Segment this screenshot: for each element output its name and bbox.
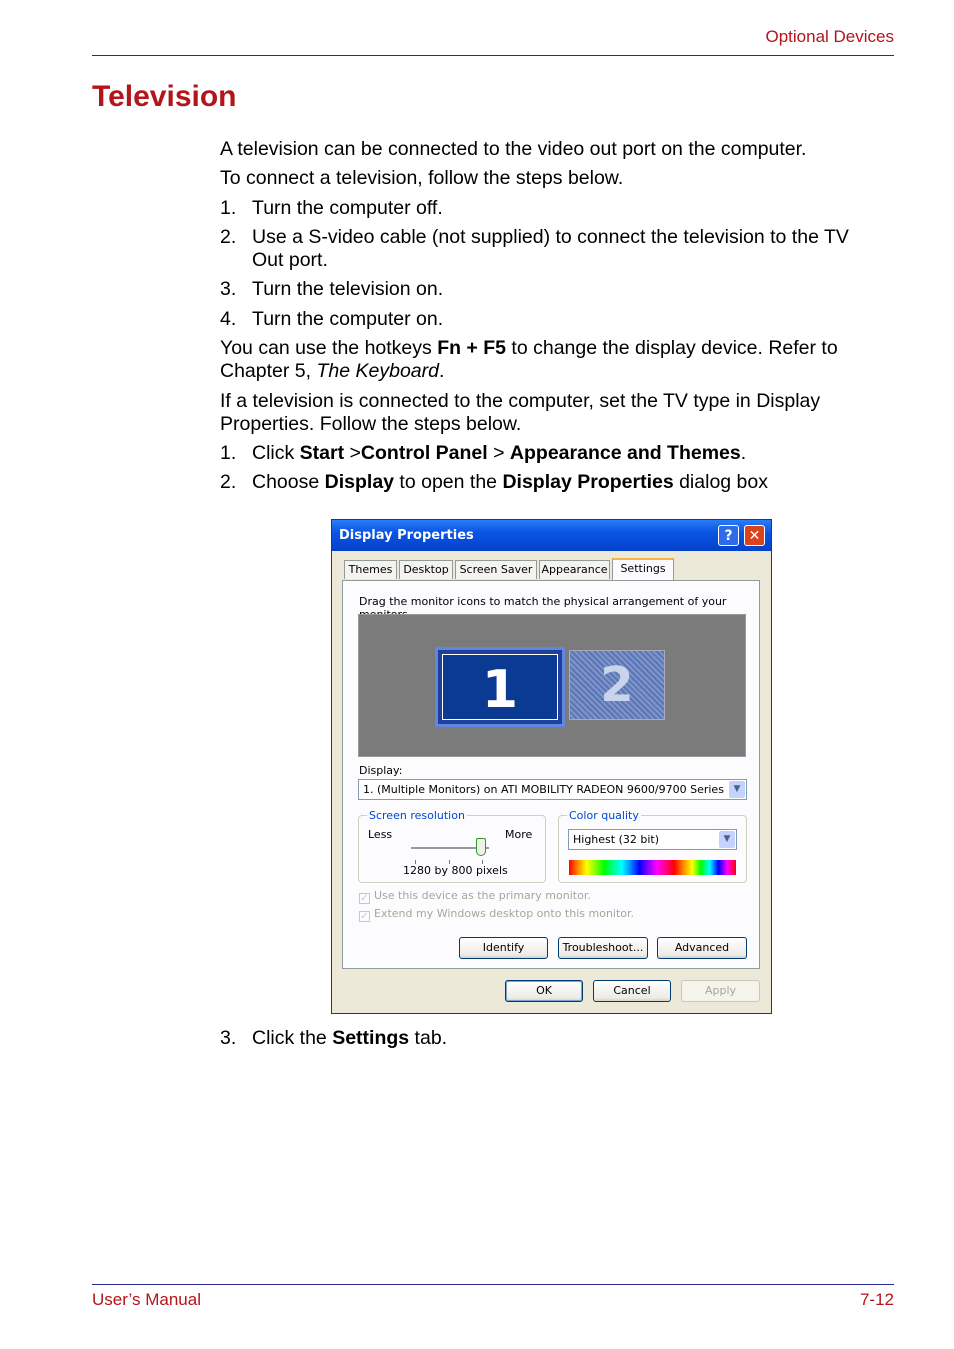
chevron-down-icon[interactable]: ▼: [729, 781, 745, 798]
tab-appearance[interactable]: Appearance: [539, 560, 610, 579]
resolution-value: 1280 by 800 pixels: [403, 864, 508, 877]
instruction-text: Drag the monitor icons to match the physical arrangement of your: [359, 595, 727, 608]
page-number: 7-12: [859, 1290, 894, 1309]
footer-left: User’s Manual: [92, 1290, 201, 1309]
display-label: Display:: [359, 764, 403, 777]
intro-paragraph: To connect a television, follow the steps below.: [220, 167, 624, 189]
header-rule: [92, 55, 894, 56]
dialog-title: Display Properties: [339, 528, 474, 543]
apply-button[interactable]: Apply: [681, 980, 760, 1002]
intro-paragraph: A television can be connected to the video out port on the computer.: [220, 138, 807, 160]
hotkey-paragraph: You can use the hotkeys Fn + F5 to change the display device. Refer to Chapter 5, The Keyboard.: [220, 337, 838, 382]
screen-resolution-group: Screen resolution Less More 1280 by 800 pixels: [358, 815, 546, 883]
dialog-titlebar[interactable]: [332, 520, 771, 551]
cancel-button[interactable]: Cancel: [593, 980, 671, 1002]
help-icon[interactable]: ?: [718, 525, 739, 546]
close-icon[interactable]: ✕: [744, 525, 765, 546]
tab-settings[interactable]: Settings: [612, 558, 674, 581]
tab-themes[interactable]: Themes: [344, 560, 397, 579]
tv-paragraph: If a television is connected to the computer, set the TV type in Display Properties. Follow the steps below.: [220, 390, 821, 435]
settings-panel: [342, 580, 760, 969]
ok-button[interactable]: OK: [505, 980, 583, 1002]
identify-button[interactable]: Identify: [459, 937, 548, 959]
extend-desktop-checkbox[interactable]: ✓ Extend my Windows desktop onto this monitor.: [360, 907, 635, 922]
monitor-arrangement-area[interactable]: [358, 614, 746, 757]
advanced-button[interactable]: Advanced: [657, 937, 747, 959]
color-quality-group: Color quality Highest (32 bit) ▼: [558, 815, 747, 883]
color-spectrum-bar: [569, 860, 736, 875]
footer-rule: [92, 1284, 894, 1285]
monitor-2-icon[interactable]: 2: [569, 650, 665, 720]
page-title: Television: [92, 80, 237, 113]
monitor-1-icon[interactable]: 1: [435, 647, 565, 727]
troubleshoot-button[interactable]: Troubleshoot...: [558, 937, 648, 959]
display-properties-dialog: [331, 519, 772, 1014]
slider-thumb[interactable]: [476, 838, 486, 856]
tab-desktop[interactable]: Desktop: [399, 560, 453, 579]
primary-monitor-checkbox[interactable]: ✓ Use this device as the primary monitor.: [360, 889, 591, 904]
tab-screen-saver[interactable]: Screen Saver: [455, 560, 537, 579]
chevron-down-icon[interactable]: ▼: [719, 831, 735, 848]
display-select[interactable]: 1. (Multiple Monitors) on ATI MOBILITY RADEON 9600/9700 Series ▼: [358, 779, 747, 800]
running-header: Optional Devices: [765, 27, 894, 46]
color-quality-select[interactable]: Highest (32 bit) ▼: [568, 829, 737, 850]
